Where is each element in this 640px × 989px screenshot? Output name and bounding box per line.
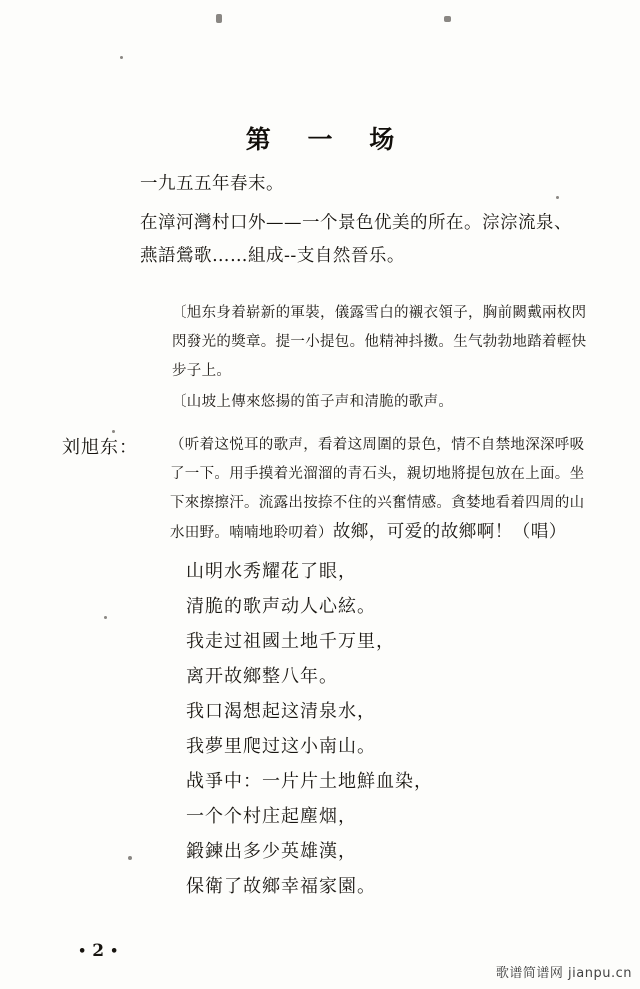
stage-note-entrance: 〔旭东身着崭新的軍裝，儀露雪白的襯衣領子，胸前闕戴兩枚閃閃發光的獎章。提一小提包。他精神抖擞。生气勃勃地踏着輕快步子上。 <box>172 305 587 379</box>
stage-note-sound: 〔山坡上傳來悠揚的笛子声和清脆的歌声。 <box>172 394 454 410</box>
watermark-url: jianpu.cn <box>568 966 632 981</box>
speaker-name: 刘旭东： <box>62 437 138 458</box>
paragraph-setting: 在漳河灣村口外——一个景色优美的所在。淙淙流泉、燕語鶯歌……組成--支自然晉乐。 <box>140 213 572 266</box>
lyric-line: 我口渴想起这清泉水， <box>186 701 376 722</box>
page-number-value: 2 <box>92 941 105 961</box>
speech-direction-text: （听着这悦耳的歌声，看着这周圍的景色，情不自禁地深深呼吸了一下。用手摸着光溜溜的青石头，親切地將提包放在上面。坐下來擦擦汗。流露出按捺不住的兴奮情感。貪婪地看着四周的山水田野。喃喃地聆叨着） <box>170 437 585 541</box>
speech-direction <box>62 431 590 548</box>
paragraph-time: 一九五五年春末。 <box>140 174 284 194</box>
lyric-line: 清脆的歌声动人心絃。 <box>186 596 376 617</box>
watermark-site: 歌谱简谱网 <box>495 966 564 981</box>
lyric-line: 我走过祖國土地千万里， <box>186 631 395 652</box>
lyric-line: 保衛了故鄉幸福家園。 <box>186 876 376 897</box>
lyrics-block <box>0 554 640 904</box>
page-number <box>78 941 118 961</box>
lyric-line: 我夢里爬过这小南山。 <box>186 736 376 757</box>
lyric-line: 山明水秀耀花了眼， <box>186 561 357 582</box>
speech-line-text: 故鄉，可爱的故鄉啊！（唱） <box>332 522 567 542</box>
lyric-line: 战爭中：一片片土地鮮血染， <box>186 771 433 792</box>
lyric-line: 一个个村庄起塵烟， <box>186 806 357 827</box>
lyric-line: 离开故鄉整八年。 <box>186 666 338 687</box>
scan-speck <box>444 16 451 22</box>
page-number-dot-right: • <box>110 944 119 959</box>
document-body <box>0 168 640 904</box>
scan-speck <box>120 56 123 59</box>
watermark <box>496 962 632 981</box>
lyric-line: 鍛鍊出多少英雄漢， <box>186 841 357 862</box>
page-number-dot-left: • <box>78 944 87 959</box>
scan-speck <box>216 14 222 23</box>
page-title: 第 一 场 <box>245 125 409 154</box>
speech-block <box>0 431 640 548</box>
